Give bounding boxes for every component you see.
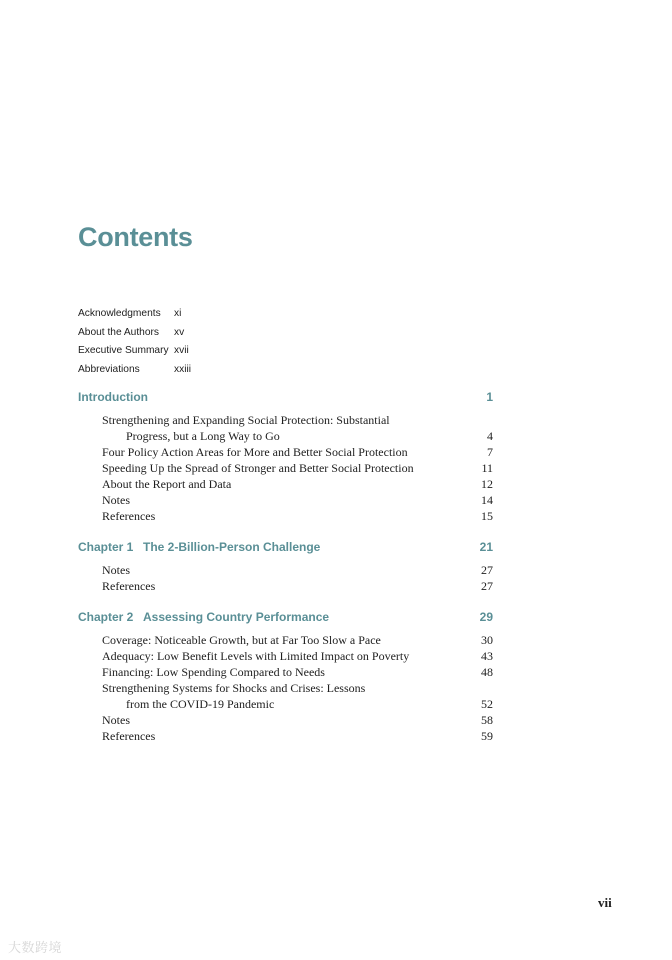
toc-entry[interactable] bbox=[102, 648, 493, 664]
toc-entry-title: Notes bbox=[102, 713, 130, 727]
chapter-label: Chapter 1 bbox=[78, 540, 134, 554]
toc-section-introduction[interactable] bbox=[78, 390, 493, 404]
toc-entry[interactable] bbox=[102, 476, 493, 492]
toc-entry-acknowledgments[interactable] bbox=[78, 304, 278, 323]
section-page: 29 bbox=[479, 610, 493, 624]
toc-entry[interactable] bbox=[102, 578, 493, 594]
toc-section-chapter-2[interactable] bbox=[78, 610, 493, 624]
toc-entry-page: 30 bbox=[481, 633, 493, 647]
toc-entry-title: Notes bbox=[102, 563, 130, 577]
toc-entry-page: 12 bbox=[481, 477, 493, 491]
toc-entry-title: References bbox=[102, 509, 156, 523]
page-number: vii bbox=[598, 895, 612, 910]
section-page: 21 bbox=[479, 540, 493, 554]
toc-entry[interactable] bbox=[102, 562, 493, 578]
toc-entry-page: 7 bbox=[487, 445, 493, 459]
toc-entry[interactable] bbox=[102, 664, 493, 680]
toc-entry-title: Strengthening Systems for Shocks and Crises: Lessons bbox=[102, 681, 366, 695]
toc-entry[interactable] bbox=[102, 492, 493, 508]
toc-section-chapter-1[interactable] bbox=[78, 540, 493, 554]
toc-entry-title: References bbox=[102, 579, 156, 593]
toc-entry-page: 43 bbox=[481, 649, 493, 663]
toc-entry-title: About the Report and Data bbox=[102, 477, 232, 491]
toc-entry-title: Executive Summary bbox=[78, 345, 169, 357]
front-matter-list bbox=[78, 304, 278, 379]
toc-entry-continuation[interactable] bbox=[102, 696, 493, 712]
toc-entry-abbreviations[interactable] bbox=[78, 360, 278, 379]
toc-entry[interactable] bbox=[102, 728, 493, 744]
toc-entry-about-authors[interactable] bbox=[78, 323, 278, 342]
toc-entry-continuation[interactable] bbox=[102, 428, 493, 444]
toc-entry-title: Coverage: Noticeable Growth, but at Far Too Slow a Pace bbox=[102, 633, 381, 647]
chapter-label: Chapter 2 bbox=[78, 610, 134, 624]
chapter-2-entries bbox=[102, 632, 493, 744]
chapter-1-entries bbox=[102, 562, 493, 594]
toc-entry-page: 11 bbox=[481, 461, 493, 475]
toc-entry-page: 15 bbox=[481, 509, 493, 523]
toc-entry-page: xi bbox=[174, 307, 182, 319]
toc-entry-title: References bbox=[102, 729, 156, 743]
toc-entry-page: xxiii bbox=[174, 363, 191, 375]
toc-entry-page: 27 bbox=[481, 579, 493, 593]
toc-entry-title: Speeding Up the Spread of Stronger and Better Social Protection bbox=[102, 461, 414, 475]
toc-entry-page: xv bbox=[174, 326, 185, 338]
toc-entry-title: Progress, but a Long Way to Go bbox=[126, 429, 280, 443]
toc-entry[interactable] bbox=[102, 444, 493, 460]
toc-entry[interactable] bbox=[102, 632, 493, 648]
section-title: Introduction bbox=[78, 390, 148, 404]
section-page: 1 bbox=[486, 390, 493, 404]
toc-entry[interactable] bbox=[102, 680, 493, 696]
section-title: The 2-Billion-Person Challenge bbox=[143, 540, 321, 554]
toc-entry-page: 52 bbox=[481, 697, 493, 711]
toc-entry-page: xvii bbox=[174, 345, 189, 357]
watermark: 大数跨境 bbox=[8, 941, 63, 956]
section-title: Assessing Country Performance bbox=[143, 610, 330, 624]
toc-entry-executive-summary[interactable] bbox=[78, 341, 278, 360]
toc-entry-page: 14 bbox=[481, 493, 493, 507]
toc-entry[interactable] bbox=[102, 460, 493, 476]
toc-entry[interactable] bbox=[102, 712, 493, 728]
toc-entry[interactable] bbox=[102, 412, 493, 428]
toc-entry-title: Acknowledgments bbox=[78, 307, 161, 319]
page-title: Contents bbox=[78, 222, 193, 252]
toc-entry-page: 59 bbox=[481, 729, 493, 743]
toc-entry-title: Strengthening and Expanding Social Protection: Substantial bbox=[102, 413, 390, 427]
toc-entry-page: 58 bbox=[481, 713, 493, 727]
introduction-entries bbox=[102, 412, 493, 524]
toc-entry-title: About the Authors bbox=[78, 326, 159, 338]
toc-entry-title: Financing: Low Spending Compared to Needs bbox=[102, 665, 325, 679]
toc-entry-title: Adequacy: Low Benefit Levels with Limited Impact on Poverty bbox=[102, 649, 410, 663]
toc-entry-title: Abbreviations bbox=[78, 363, 140, 375]
toc-entry-page: 48 bbox=[481, 665, 493, 679]
toc-entry-page: 27 bbox=[481, 563, 493, 577]
toc-entry-page: 4 bbox=[487, 429, 493, 443]
toc-entry-title: from the COVID-19 Pandemic bbox=[126, 697, 275, 711]
toc-entry-title: Notes bbox=[102, 493, 130, 507]
toc-entry[interactable] bbox=[102, 508, 493, 524]
toc-entry-title: Four Policy Action Areas for More and Better Social Protection bbox=[102, 445, 408, 459]
